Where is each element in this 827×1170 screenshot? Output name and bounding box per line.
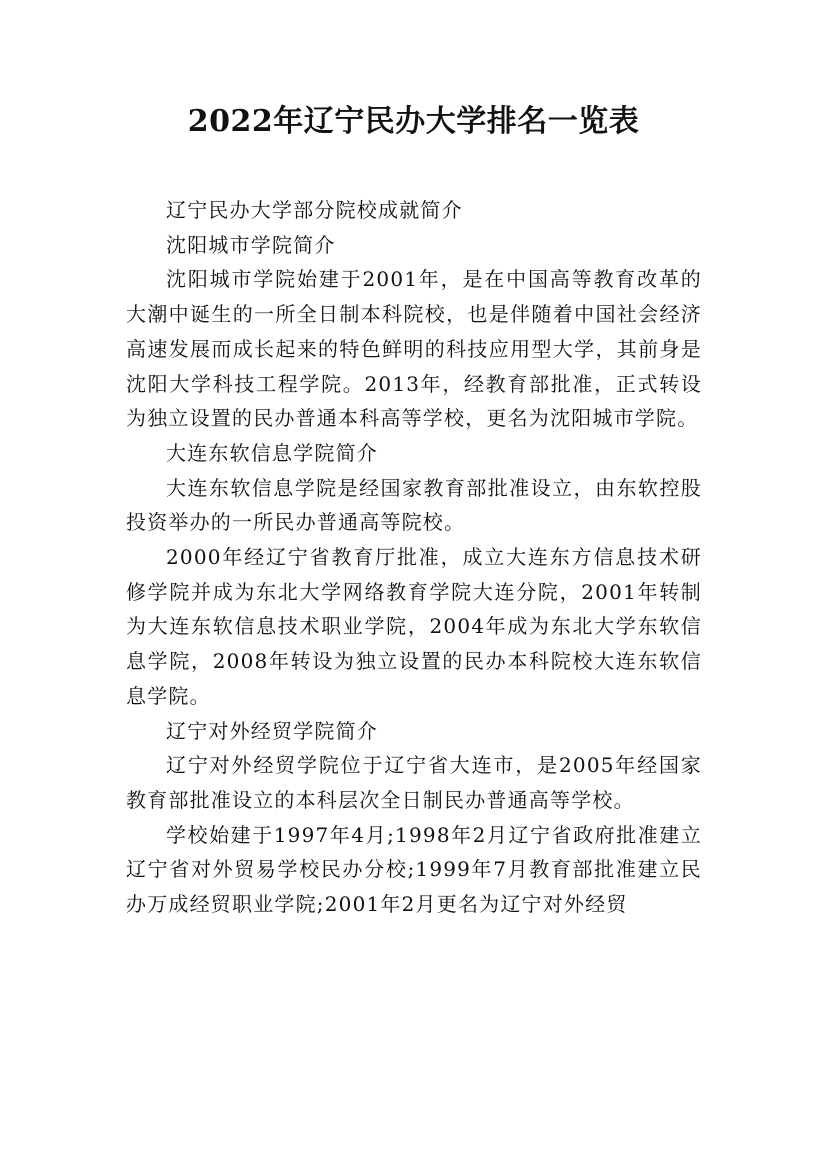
paragraph-shenyang-city: 沈阳城市学院始建于2001年，是在中国高等教育改革的大潮中诞生的一所全日制本科院校，也是伴随着中国社会经济高速发展而成长起来的特色鲜明的科技应用型大学，其前身是沈阳大学科技工程学院。2013年，经教育部批准，正式转设为独立设置的民办普通本科高等学校，更名为沈阳城市学院。 bbox=[126, 267, 702, 431]
subsection-heading-liaoning-foreign-trade: 辽宁对外经贸学院简介 bbox=[166, 718, 378, 743]
document-body bbox=[126, 193, 702, 922]
section-intro-heading: 辽宁民办大学部分院校成就简介 bbox=[166, 198, 463, 222]
paragraph-liaoning-foreign-trade-2: 学校始建于1997年4月;1998年2月辽宁省政府批准建立辽宁省对外贸易学校民办分校;1999年7月教育部批准建立民办万成经贸职业学院;2001年2月更名为辽宁对外经贸 bbox=[126, 822, 702, 917]
paragraph-liaoning-foreign-trade-1: 辽宁对外经贸学院位于辽宁省大连市，是2005年经国家教育部批准设立的本科层次全日制民办普通高等学校。 bbox=[126, 753, 702, 812]
document-title: 2022年辽宁民办大学排名一览表 bbox=[187, 104, 640, 139]
paragraph-dalian-neusoft-2: 2000年经辽宁省教育厅批准，成立大连东方信息技术研修学院并成为东北大学网络教育学院大连分院，2001年转制为大连东软信息技术职业学院，2004年成为东北大学东软信息学院，2008年转设为独立设置的民办本科院校大连东软信息学院。 bbox=[126, 545, 702, 708]
paragraph-dalian-neusoft-1: 大连东软信息学院是经国家教育部批准设立，由东软控股投资举办的一所民办普通高等院校。 bbox=[126, 475, 702, 535]
subsection-heading-dalian-neusoft: 大连东软信息学院简介 bbox=[166, 440, 378, 465]
subsection-heading-shenyang-city: 沈阳城市学院简介 bbox=[166, 232, 336, 257]
